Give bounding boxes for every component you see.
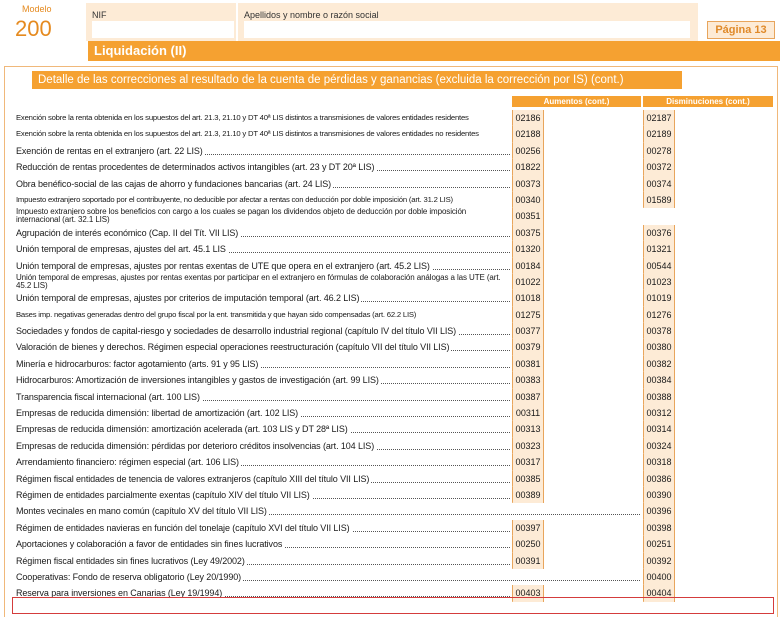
row-label: [16, 159, 512, 175]
increase-cell: [512, 307, 641, 323]
decrease-box-code: 01023: [644, 274, 675, 290]
row-label: [16, 454, 512, 470]
increase-cell: [512, 143, 641, 159]
row-label-text: Aportaciones y colaboración a favor de entidades sin fines lucrativos: [16, 539, 283, 550]
nif-field[interactable]: [92, 21, 234, 38]
decrease-box-code: 00278: [644, 143, 675, 159]
row-label: [16, 126, 512, 142]
table-row: [14, 487, 774, 503]
table-row: [14, 110, 774, 126]
increase-amount-field[interactable]: [544, 192, 641, 208]
section-subtitle: Detalle de las correcciones al resultado de la cuenta de pérdidas y ganancias (excluida la corrección por IS) (cont.): [32, 71, 682, 89]
increase-cell: [512, 372, 641, 388]
increase-cell: [512, 520, 641, 536]
increase-amount-field[interactable]: [544, 438, 641, 454]
modelo-label: Modelo: [22, 4, 52, 14]
row-label: [16, 143, 512, 159]
highlighted-row-outline: [12, 597, 774, 614]
increase-amount-field[interactable]: [544, 356, 641, 372]
increase-amount-field[interactable]: [544, 126, 641, 142]
increase-amount-field[interactable]: [544, 487, 641, 503]
decrease-amount-field[interactable]: [675, 126, 773, 142]
increase-amount-field[interactable]: [544, 241, 641, 257]
decrease-box-code: 01019: [644, 290, 675, 306]
decrease-cell: [643, 176, 773, 192]
section-title-bar: Liquidación (II): [88, 41, 780, 61]
increase-cell: [512, 323, 641, 339]
row-label-text: Impuesto extranjero sobre los beneficios con cargo a los cuales se pagan los dividendos objeto de deducción por doble imposición internacional (art. 32.1 LIS): [16, 208, 467, 224]
decrease-box-code: 00251: [644, 536, 675, 552]
table-row: [14, 438, 774, 454]
table-row: [14, 454, 774, 470]
decrease-cell: [643, 553, 773, 569]
decrease-box-code: 00312: [644, 405, 675, 421]
row-label: [16, 307, 512, 323]
increase-amount-field[interactable]: [544, 389, 641, 405]
row-label-text: Montes vecinales en mano común (capítulo XV del título VII LIS): [16, 506, 267, 517]
decrease-box-code: 00380: [644, 339, 675, 355]
decrease-box-code: 00386: [644, 471, 675, 487]
decrease-cell: [643, 290, 773, 306]
increase-box-code: 00391: [513, 553, 544, 569]
increase-box-code: 00317: [513, 454, 544, 470]
increase-cell: [512, 126, 641, 142]
table-row: [14, 339, 774, 355]
row-label-text: Impuesto extranjero soportado por el contribuyente, no deducible por afectar a rentas con deducción por doble imposición (art. 31.2 LIS): [16, 194, 453, 204]
row-label-text: Bases imp. negativas generadas dentro del grupo fiscal por la ent. transmitida y que hayan sido compensadas (art. 62.2 LIS): [16, 309, 417, 319]
row-label: [16, 372, 512, 388]
increase-amount-field[interactable]: [544, 405, 641, 421]
decrease-box-code: 00318: [644, 454, 675, 470]
row-label-text: Minería e hidrocarburos: factor agotamiento (arts. 91 y 95 LIS): [16, 358, 259, 369]
decrease-cell: [643, 471, 773, 487]
table-row: [14, 192, 774, 208]
decrease-cell: [643, 405, 773, 421]
row-label-text: Régimen de entidades parcialmente exentas (capítulo XIV del título VII LIS): [16, 489, 310, 500]
increase-box-code: 01320: [513, 241, 544, 257]
decrease-box-code: 00400: [644, 569, 675, 585]
decrease-box-code: 00544: [644, 258, 675, 274]
increase-box-code: 00397: [513, 520, 544, 536]
row-label: [16, 421, 512, 437]
row-label: [16, 389, 512, 405]
increase-box-code: 00375: [513, 225, 544, 241]
decrease-cell: [643, 454, 773, 470]
increase-box-code: 00313: [513, 421, 544, 437]
increase-amount-field[interactable]: [544, 372, 641, 388]
decrease-cell: [643, 389, 773, 405]
increase-cell: [512, 454, 641, 470]
row-label: [16, 290, 512, 306]
table-row: [14, 323, 774, 339]
increase-cell: [512, 471, 641, 487]
decrease-cell: [643, 569, 773, 585]
increase-box-code: 00381: [513, 356, 544, 372]
row-label-text: Empresas de reducida dimensión: amortización acelerada (art. 103 LIS y DT 28ª LIS): [16, 424, 348, 435]
decrease-amount-field[interactable]: [675, 307, 773, 323]
row-label-text: Obra benéfico-social de las cajas de ahorro y fundaciones bancarias (art. 24 LIS): [16, 178, 332, 189]
row-label-text: Arrendamiento financiero: régimen especial (art. 106 LIS): [16, 457, 239, 468]
increase-box-code: 00403: [513, 585, 544, 601]
decrease-amount-field[interactable]: [675, 225, 773, 241]
increase-box-code: 00184: [513, 258, 544, 274]
decrease-box-code: 02187: [644, 110, 675, 126]
decrease-amount-field[interactable]: [675, 258, 773, 274]
increase-amount-field[interactable]: [544, 143, 641, 159]
decrease-amount-field[interactable]: [675, 274, 773, 290]
row-label-text: Exención de rentas en el extranjero (art. 22 LIS): [16, 145, 203, 156]
row-label-text: Sociedades y fondos de capital-riesgo y sociedades de desarrollo industrial regional (capítulo IV del título VII LIS): [16, 326, 457, 337]
decrease-amount-field[interactable]: [675, 372, 773, 388]
increase-cell: [512, 553, 641, 569]
decrease-box-code: 00390: [644, 487, 675, 503]
table-row: [14, 503, 774, 519]
decrease-box-code: 01276: [644, 307, 675, 323]
increase-box-code: 00385: [513, 471, 544, 487]
decrease-box-code: 00314: [644, 421, 675, 437]
decrease-box-code: 01589: [644, 192, 675, 208]
increase-box-code: 00340: [513, 192, 544, 208]
table-row: [14, 372, 774, 388]
increase-cell: [512, 339, 641, 355]
row-label-text: Exención sobre la renta obtenida en los supuestos del art. 21.3, 21.10 y DT 40ª LIS distintos a transmisiones de valores entidades residentes: [16, 113, 469, 122]
increase-amount-field[interactable]: [544, 421, 641, 437]
decrease-amount-field[interactable]: [675, 405, 773, 421]
modelo-number: 200: [15, 16, 52, 41]
increase-cell: [512, 274, 641, 290]
decrease-amount-field[interactable]: [675, 553, 773, 569]
row-label: [16, 553, 512, 569]
decrease-cell: [643, 192, 773, 208]
decrease-cell: [643, 520, 773, 536]
increase-amount-field[interactable]: [544, 110, 641, 126]
increase-cell: [512, 241, 641, 257]
decrease-amount-field[interactable]: [675, 290, 773, 306]
row-label-text: Empresas de reducida dimensión: libertad de amortización (art. 102 LIS): [16, 408, 299, 419]
decrease-box-code: 00376: [644, 225, 675, 241]
increase-amount-field[interactable]: [544, 454, 641, 470]
row-label: [16, 192, 512, 208]
table-row: [14, 471, 774, 487]
increase-box-code: 00256: [513, 143, 544, 159]
row-label-text: Régimen de entidades navieras en función del tonelaje (capítulo XVI del título VII LIS): [16, 522, 350, 533]
decrease-cell: [643, 159, 773, 175]
table-row: [14, 389, 774, 405]
decrease-cell: [643, 356, 773, 372]
decrease-cell: [643, 487, 773, 503]
row-label: [16, 487, 512, 503]
increase-box-code: 00250: [513, 536, 544, 552]
row-label: [16, 208, 512, 224]
row-label: [16, 520, 512, 536]
row-label-text: Cooperativas: Fondo de reserva obligatorio (Ley 20/1990): [16, 571, 242, 582]
increase-box-code: 02186: [513, 110, 544, 126]
row-label: [16, 225, 512, 241]
table-row: [14, 241, 774, 257]
row-label: [16, 274, 512, 290]
table-row: [14, 290, 774, 306]
decrease-amount-field[interactable]: [675, 536, 773, 552]
increase-amount-field[interactable]: [544, 520, 641, 536]
decrease-cell: [643, 339, 773, 355]
decrease-amount-field[interactable]: [675, 520, 773, 536]
increase-cell: [512, 192, 641, 208]
decrease-cell: [643, 438, 773, 454]
decrease-cell: [643, 536, 773, 552]
decrease-box-code: 00324: [644, 438, 675, 454]
increase-box-code: 01022: [513, 274, 544, 290]
decrease-box-code: 00392: [644, 553, 675, 569]
decrease-box-code: 00374: [644, 176, 675, 192]
decrease-amount-field[interactable]: [675, 241, 773, 257]
increase-box-code: 00377: [513, 323, 544, 339]
increase-cell: [512, 159, 641, 175]
increase-cell: [512, 487, 641, 503]
increase-box-code: 01018: [513, 290, 544, 306]
decrease-cell: [643, 110, 773, 126]
name-field[interactable]: [244, 21, 690, 38]
increase-amount-field[interactable]: [544, 290, 641, 306]
decrease-cell: [643, 225, 773, 241]
increase-amount-field[interactable]: [544, 225, 641, 241]
table-row: [14, 126, 774, 142]
row-label: [16, 536, 512, 552]
decrease-amount-field[interactable]: [675, 192, 773, 208]
decrease-amount-field[interactable]: [675, 471, 773, 487]
column-header-decrease: Disminuciones (cont.): [643, 96, 773, 107]
increase-amount-field[interactable]: [544, 536, 641, 552]
decrease-box-code: 00388: [644, 389, 675, 405]
row-label: [16, 438, 512, 454]
decrease-box-code: 00396: [644, 503, 675, 519]
decrease-cell: [643, 241, 773, 257]
increase-amount-field[interactable]: [544, 307, 641, 323]
increase-box-code: 00383: [513, 372, 544, 388]
row-label: [16, 569, 642, 585]
decrease-cell: [643, 421, 773, 437]
column-header-increase: Aumentos (cont.): [512, 96, 641, 107]
table-row: [14, 307, 774, 323]
table-row: [14, 520, 774, 536]
increase-amount-field[interactable]: [544, 553, 641, 569]
decrease-box-code: 00372: [644, 159, 675, 175]
decrease-box-code: 01321: [644, 241, 675, 257]
decrease-cell: [643, 307, 773, 323]
increase-amount-field[interactable]: [544, 159, 641, 175]
increase-cell: [512, 536, 641, 552]
row-label: [16, 356, 512, 372]
increase-cell: [512, 438, 641, 454]
table-row: [14, 421, 774, 437]
table-row: [14, 176, 774, 192]
decrease-cell: [643, 126, 773, 142]
decrease-box-code: 00404: [644, 585, 675, 601]
increase-cell: [512, 110, 641, 126]
row-label-text: Hidrocarburos: Amortización de inversiones intangibles y gastos de investigación (art. 99 LIS): [16, 375, 379, 386]
name-label: Apellidos y nombre o razón social: [244, 10, 379, 20]
row-label-text: Agrupación de interés económico (Cap. II del Tít. VII LIS): [16, 227, 239, 238]
row-label-text: Valoración de bienes y derechos. Régimen especial operaciones reestructuración (capítulo VII del título VII LIS): [16, 342, 450, 353]
increase-cell: [512, 389, 641, 405]
increase-box-code: 00387: [513, 389, 544, 405]
row-label: [16, 110, 512, 126]
increase-box-code: 02188: [513, 126, 544, 142]
table-row: [14, 553, 774, 569]
row-label: [16, 241, 512, 257]
decrease-amount-field[interactable]: [675, 487, 773, 503]
decrease-amount-field[interactable]: [675, 176, 773, 192]
decrease-cell: [643, 258, 773, 274]
increase-amount-field[interactable]: [544, 471, 641, 487]
table-row: [14, 536, 774, 552]
increase-box-code: 00351: [513, 208, 544, 224]
row-label-text: Régimen fiscal entidades sin fines lucrativos (Ley 49/2002): [16, 555, 245, 566]
row-label: [16, 503, 642, 519]
row-label-text: Empresas de reducida dimensión: pérdidas por deterioro créditos insolvencias (art. 104 LIS): [16, 440, 375, 451]
increase-cell: [512, 356, 641, 372]
row-label: [16, 405, 512, 421]
table-row: [14, 405, 774, 421]
increase-amount-field[interactable]: [544, 274, 641, 290]
decrease-cell: [643, 274, 773, 290]
decrease-amount-field[interactable]: [675, 143, 773, 159]
decrease-cell: [643, 372, 773, 388]
decrease-amount-field[interactable]: [675, 569, 773, 585]
decrease-box-code: 02189: [644, 126, 675, 142]
decrease-amount-field[interactable]: [675, 421, 773, 437]
table-row: [14, 159, 774, 175]
row-label: [16, 323, 512, 339]
increase-amount-field[interactable]: [544, 208, 641, 224]
increase-box-code: 00323: [513, 438, 544, 454]
increase-cell: [512, 225, 641, 241]
decrease-box-code: 00378: [644, 323, 675, 339]
corrections-table: [14, 110, 774, 602]
table-row: [14, 274, 774, 290]
row-label-text: Unión temporal de empresas, ajustes por rentas exentas de UTE que opera en el extranjero (art. 45.2 LIS): [16, 260, 430, 271]
increase-box-code: 01275: [513, 307, 544, 323]
row-label-text: Unión temporal de empresas, ajustes del art. 45.1 LIS: [16, 244, 226, 255]
decrease-box-code: 00382: [644, 356, 675, 372]
increase-box-code: 00379: [513, 339, 544, 355]
increase-amount-field[interactable]: [544, 258, 641, 274]
decrease-cell: [643, 143, 773, 159]
decrease-amount-field[interactable]: [675, 110, 773, 126]
increase-cell: [512, 405, 641, 421]
decrease-amount-field[interactable]: [675, 438, 773, 454]
table-row: [14, 356, 774, 372]
increase-cell: [512, 208, 641, 224]
increase-cell: [512, 290, 641, 306]
increase-box-code: 00373: [513, 176, 544, 192]
increase-cell: [512, 258, 641, 274]
increase-box-code: 00311: [513, 405, 544, 421]
table-row: [14, 569, 774, 585]
decrease-amount-field[interactable]: [675, 339, 773, 355]
row-label-text: Régimen fiscal entidades de tenencia de valores extranjeros (capítulo XIII del título VII LIS): [16, 473, 370, 484]
row-label: [16, 258, 512, 274]
table-row: [14, 143, 774, 159]
increase-cell: [512, 421, 641, 437]
row-label-text: Unión temporal de empresas, ajustes por rentas exentas por participar en el extranjero en fórmulas de colaboración análogas a las UTE (art. 45.2 LIS): [16, 273, 501, 290]
decrease-box-code: 00384: [644, 372, 675, 388]
increase-amount-field[interactable]: [544, 176, 641, 192]
decrease-amount-field[interactable]: [675, 159, 773, 175]
decrease-amount-field[interactable]: [675, 356, 773, 372]
decrease-amount-field[interactable]: [675, 503, 773, 519]
decrease-box-code: 00398: [644, 520, 675, 536]
increase-box-code: 00389: [513, 487, 544, 503]
row-label-text: Reserva para inversiones en Canarias (Ley 19/1994): [16, 588, 223, 599]
row-label-text: Unión temporal de empresas, ajustes por criterios de imputación temporal (art. 46.2 LIS): [16, 293, 360, 304]
row-label-text: Reducción de rentas procedentes de determinados activos intangibles (art. 23 y DT 20ª LIS): [16, 162, 375, 173]
row-label: [16, 176, 512, 192]
row-label: [16, 339, 512, 355]
row-label-text: Exención sobre la renta obtenida en los supuestos del art. 21.3, 21.10 y DT 40ª LIS distintos a transmisiones de valores entidades no residentes: [16, 129, 479, 139]
decrease-amount-field[interactable]: [675, 323, 773, 339]
table-row: [14, 208, 774, 224]
increase-box-code: 01822: [513, 159, 544, 175]
nif-label: NIF: [92, 10, 107, 20]
decrease-amount-field[interactable]: [675, 389, 773, 405]
decrease-cell: [643, 323, 773, 339]
increase-cell: [512, 176, 641, 192]
table-row: [14, 225, 774, 241]
increase-amount-field[interactable]: [544, 323, 641, 339]
decrease-amount-field[interactable]: [675, 454, 773, 470]
decrease-cell: [643, 503, 773, 519]
row-label-text: Transparencia fiscal internacional (art. 100 LIS): [16, 391, 200, 402]
page-number-badge: Página 13: [707, 21, 775, 39]
table-row: [14, 258, 774, 274]
row-label: [16, 471, 512, 487]
increase-amount-field[interactable]: [544, 339, 641, 355]
